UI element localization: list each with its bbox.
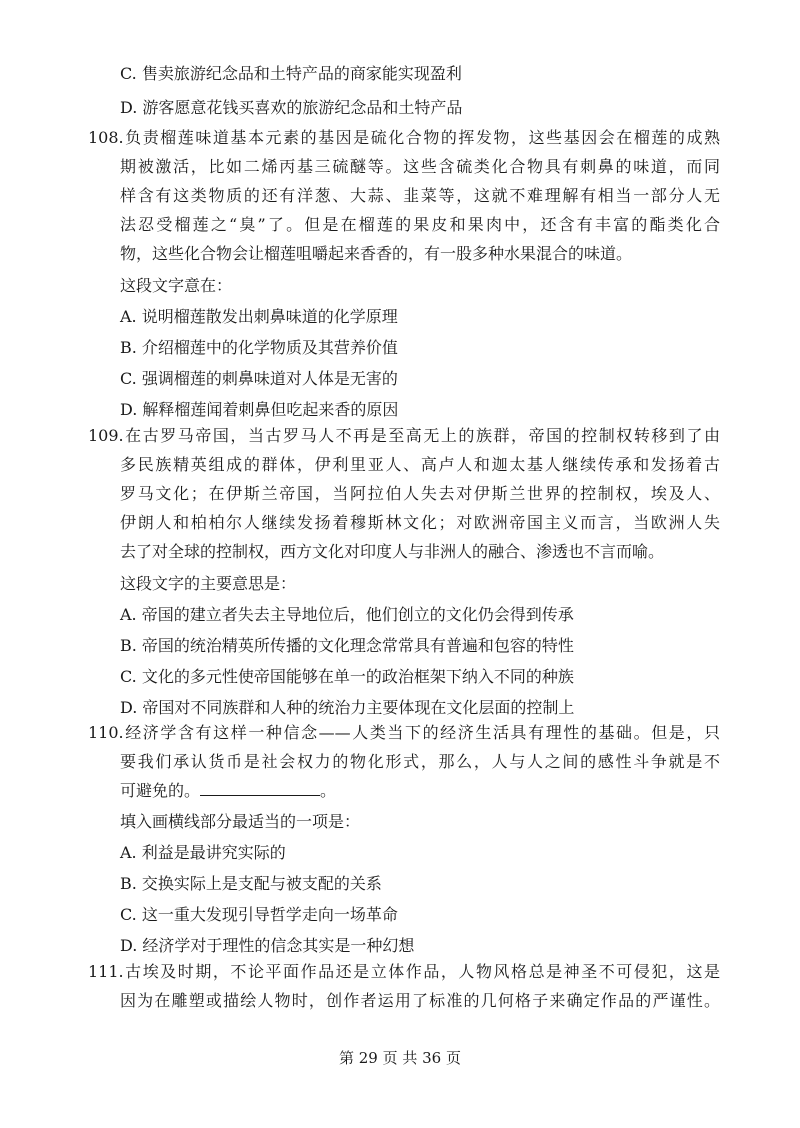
q108-stem-line-1: 108.负责榴莲味道基本元素的基因是硫化合物的挥发物，这些基因会在榴莲的成熟 <box>88 128 720 147</box>
q111-stem-line-1: 111.古埃及时期，不论平面作品还是立体作品，人物风格总是神圣不可侵犯，这是 <box>88 962 720 981</box>
q110-prompt: 填入画横线部分最适当的一项是： <box>120 812 361 831</box>
q109-option-b: B. 帝国的统治精英所传播的文化理念常常具有普遍和包容的特性 <box>120 636 574 655</box>
fill-in-blank <box>200 781 320 796</box>
q110-option-a: A. 利益是最讲究实际的 <box>120 843 286 862</box>
q108-option-c: C. 强调榴莲的刺鼻味道对人体是无害的 <box>120 369 398 388</box>
q108-stem-line-3: 样含有这类物质的还有洋葱、大蒜、韭菜等，这就不难理解有相当一部分人无 <box>120 186 720 205</box>
q108-prompt: 这段文字意在： <box>120 276 233 295</box>
q107-option-c: C. 售卖旅游纪念品和土特产品的商家能实现盈利 <box>120 64 462 83</box>
q110-option-c: C. 这一重大发现引导哲学走向一场革命 <box>120 905 398 924</box>
q110-stem-line-3 <box>120 781 336 801</box>
q108-option-d: D. 解释榴莲闻着刺鼻但吃起来香的原因 <box>120 400 399 419</box>
q110-stem-line-2: 要我们承认货币是社会权力的物化形式，那么，人与人之间的感性斗争就是不 <box>120 752 720 771</box>
q109-stem-line-5: 去了对全球的控制权，西方文化对印度人与非洲人的融合、渗透也不言而喻。 <box>120 542 665 561</box>
q109-prompt: 这段文字的主要意思是： <box>120 574 297 593</box>
q109-stem-line-2: 多民族精英组成的群体，伊利里亚人、高卢人和迦太基人继续传承和发扬着古 <box>120 455 720 474</box>
q108-stem-line-4: 法忍受榴莲之“臭”了。但是在榴莲的果皮和果肉中，还含有丰富的酯类化合 <box>120 215 720 234</box>
q109-option-a: A. 帝国的建立者失去主导地位后，他们创立的文化仍会得到传承 <box>120 605 574 624</box>
q108-option-b: B. 介绍榴莲中的化学物质及其营养价值 <box>120 338 398 357</box>
q110-line-prefix: 可避免的。 <box>120 781 201 800</box>
q109-stem-line-4: 伊朗人和柏柏尔人继续发扬着穆斯林文化；对欧洲帝国主义而言，当欧洲人失 <box>120 513 720 532</box>
q110-option-d: D. 经济学对于理性的信念其实是一种幻想 <box>120 936 415 955</box>
q110-line-suffix: 。 <box>320 781 337 800</box>
q110-option-b: B. 交换实际上是支配与被支配的关系 <box>120 874 382 893</box>
q107-option-d: D. 游客愿意花钱买喜欢的旅游纪念品和土特产品 <box>120 98 463 117</box>
q109-stem-line-1: 109.在古罗马帝国，当古罗马人不再是至高无上的族群，帝国的控制权转移到了由 <box>88 426 720 445</box>
q111-stem-line-2: 因为在雕塑或描绘人物时，创作者运用了标准的几何格子来确定作品的严谨性。 <box>120 991 720 1010</box>
q110-stem-line-1: 110.经济学含有这样一种信念——人类当下的经济生活具有理性的基础。但是，只 <box>88 723 720 742</box>
q109-option-c: C. 文化的多元性使帝国能够在单一的政治框架下纳入不同的种族 <box>120 667 574 686</box>
q108-stem-line-2: 期被激活，比如二烯丙基三硫醚等。这些含硫类化合物具有刺鼻的味道，而同 <box>120 157 720 176</box>
q108-stem-line-5: 物，这些化合物会让榴莲咀嚼起来香香的，有一股多种水果混合的味道。 <box>120 244 633 263</box>
q109-option-d: D. 帝国对不同族群和人种的统治力主要体现在文化层面的控制上 <box>120 698 575 717</box>
page-number-footer: 第 29 页 共 36 页 <box>338 1049 461 1067</box>
q108-option-a: A. 说明榴莲散发出刺鼻味道的化学原理 <box>120 307 398 326</box>
q109-stem-line-3: 罗马文化；在伊斯兰帝国，当阿拉伯人失去对伊斯兰世界的控制权，埃及人、 <box>120 484 720 503</box>
